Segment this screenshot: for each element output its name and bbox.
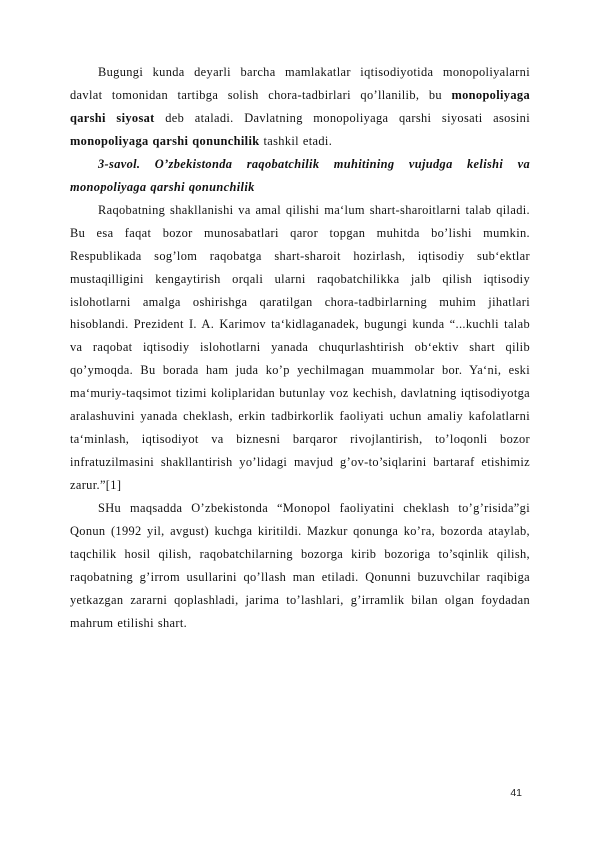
page-number: 41 [510, 787, 522, 799]
bold-term-antimonopoly-policy: monopoliyaga qarshi siyosat [70, 87, 530, 125]
paragraph-competition: Raqobatning shakllanishi va amal qilishi ma‘lum shart-sharoitlarni talab qiladi. Bu esa faqat bozor munosabatlari qaror topgan muhitda bo’lishi mumkin. Respublikada sog’lom raqobatga shart-sharoit hozirlash, iqtisodiy sub‘ektlar mustaqilligini kengaytirish orqali ularni raqobatchilikka jalb qilish iqtisodiy islohotlarni amalga oshirishga qaratilgan chora-tadbirlarning muhim jihatlari hisoblandi. Prezident I. A. Karimov ta‘kidlaganadek, bugungi kunda “...kuchli talab va raqobat iqtisodiy islohotlarni yanada chuqurlashtirish ob‘ektiv shart qilib qo’ymoqda. Bu borada ham juda ko’p yechilmagan muammolar bor. Ya‘ni, eski ma‘muriy-taqsimot tizimi koliplaridan butunlay voz kechish, davlatning iqtisodiyotga aralashuvini yanada cheklash, erkin tadbirkorlik faoliyati uchun amaliy kafolatlarni ta‘minlash, iqtisodiyot va biznesni barqaror rivojlantirish, to’loqonli bozor infratuzilmasini shakllantirish yo’lidagi mavjud g’ov-to’siqlarini bartaraf etishimiz zarur.”[1] [70, 202, 530, 493]
paragraph-text: Bugungi kunda deyarli barcha mamlakatlar iqtisodiyotida monopoliyalarni davlat tomonidan tartibga solish chora-tadbirlari qo’llanilib, bu [70, 65, 530, 102]
document-page [70, 61, 530, 635]
bold-term-antimonopoly-legislation: monopoliyaga qarshi qonunchilik [70, 133, 260, 148]
paragraph-text: tashkil etadi. [259, 133, 333, 148]
paragraph-monopoly-regulation [70, 61, 530, 153]
paragraph-monopoly-law: SHu maqsadda O’zbekistonda “Monopol faoliyatini cheklash to’g’risida”gi Qonun (1992 yil, avgust) kuchga kiritildi. Mazkur qonunga ko’ra, bozorda ataylab, taqchilik hosil qilish, raqobatchilarning bozorga kirib bozoriga to’sqinlik qilish, raqobatning g’irrom usullarini qo’llash man etiladi. Qonunni buzuvchilar raqibiga yetkazgan zararni qoplashladi, jarima to’lashlari, g’irramlik bilan olgan foydadan mahrum etilishi shart. [70, 501, 530, 630]
section-heading: 3-savol. O’zbekistonda raqobatchilik muhitining vujudga kelishi va monopoliyaga qarshi qonunchilik [70, 156, 530, 194]
paragraph-text: deb ataladi. Davlatning monopoliyaga qarshi siyosati asosini [154, 110, 530, 125]
